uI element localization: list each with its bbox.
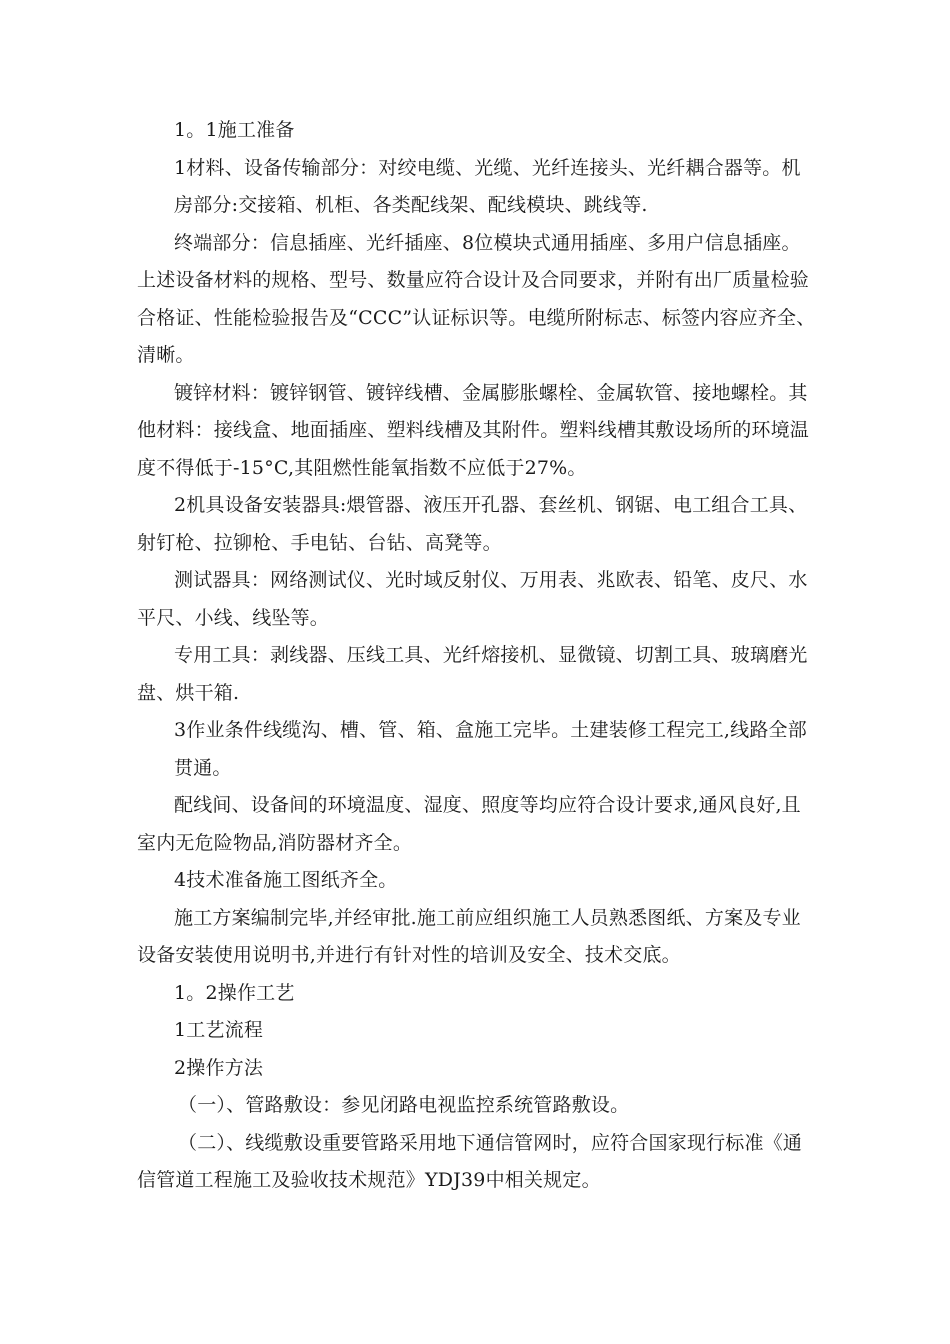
paragraph-line: 4技术准备施工图纸齐全。 [174, 869, 398, 891]
paragraph-line: 盘、烘干箱. [137, 682, 240, 704]
paragraph-line: 专用工具：剥线器、压线工具、光纤熔接机、显微镜、切割工具、玻璃磨光 [174, 644, 808, 666]
paragraph-line: 1材料、设备传输部分：对绞电缆、光缆、光纤连接头、光纤耦合器等。机 [174, 157, 801, 179]
paragraph-line: 配线间、设备间的环境温度、湿度、照度等均应符合设计要求,通风良好,且 [174, 794, 801, 816]
paragraph-line: 3作业条件线缆沟、槽、管、箱、盒施工完毕。土建装修工程完工,线路全部 [174, 719, 807, 741]
paragraph-line: 室内无危险物品,消防器材齐全。 [137, 832, 413, 854]
subheading-process-flow: 1工艺流程 [174, 1019, 264, 1041]
paragraph-line: （一）、管路敷设：参见闭路电视监控系统管路敷设。 [178, 1094, 630, 1116]
paragraph-line: 上述设备材料的规格、型号、数量应符合设计及合同要求，并附有出厂质量检验 [137, 269, 810, 291]
paragraph-line: 镀锌材料：镀锌钢管、镀锌线槽、金属膨胀螺栓、金属软管、接地螺栓。其 [174, 382, 808, 404]
paragraph-line: 他材料：接线盒、地面插座、塑料线槽及其附件。塑料线槽其敷设场所的环境温 [137, 419, 810, 441]
paragraph-line: 射钉枪、拉铆枪、手电钻、台钻、高凳等。 [137, 532, 502, 554]
paragraph-line: 度不得低于-15°C,其阻燃性能氧指数不应低于27%。 [137, 457, 587, 479]
paragraph-line: 平尺、小线、线坠等。 [137, 607, 330, 629]
paragraph-line: （二）、线缆敷设重要管路采用地下通信管网时，应符合国家现行标准《通 [178, 1132, 803, 1154]
paragraph-line: 合格证、性能检验报告及“CCC”认证标识等。电缆所附标志、标签内容应齐全、 [137, 307, 816, 329]
section-heading-1-1: 1。1施工准备 [174, 119, 295, 141]
paragraph-line: 2机具设备安装器具:煨管器、液压开孔器、套丝机、钢锯、电工组合工具、 [174, 494, 808, 516]
subheading-operation-method: 2操作方法 [174, 1057, 264, 1079]
paragraph-line: 清晰。 [137, 344, 195, 366]
paragraph-line: 施工方案编制完毕,并经审批.施工前应组织施工人员熟悉图纸、方案及专业 [174, 907, 801, 929]
section-heading-1-2: 1。2操作工艺 [174, 982, 295, 1004]
paragraph-line: 设备安装使用说明书,并进行有针对性的培训及安全、技术交底。 [137, 944, 681, 966]
paragraph-line: 贯通。 [174, 757, 232, 779]
paragraph-line: 终端部分：信息插座、光纤插座、8位模块式通用插座、多用户信息插座。 [174, 232, 801, 254]
paragraph-line: 房部分:交接箱、机柜、各类配线架、配线模块、跳线等. [174, 194, 648, 216]
paragraph-line: 测试器具：网络测试仪、光时域反射仪、万用表、兆欧表、铅笔、皮尺、水 [174, 569, 808, 591]
paragraph-line: 信管道工程施工及验收技术规范》YDJ39中相关规定。 [137, 1169, 601, 1191]
